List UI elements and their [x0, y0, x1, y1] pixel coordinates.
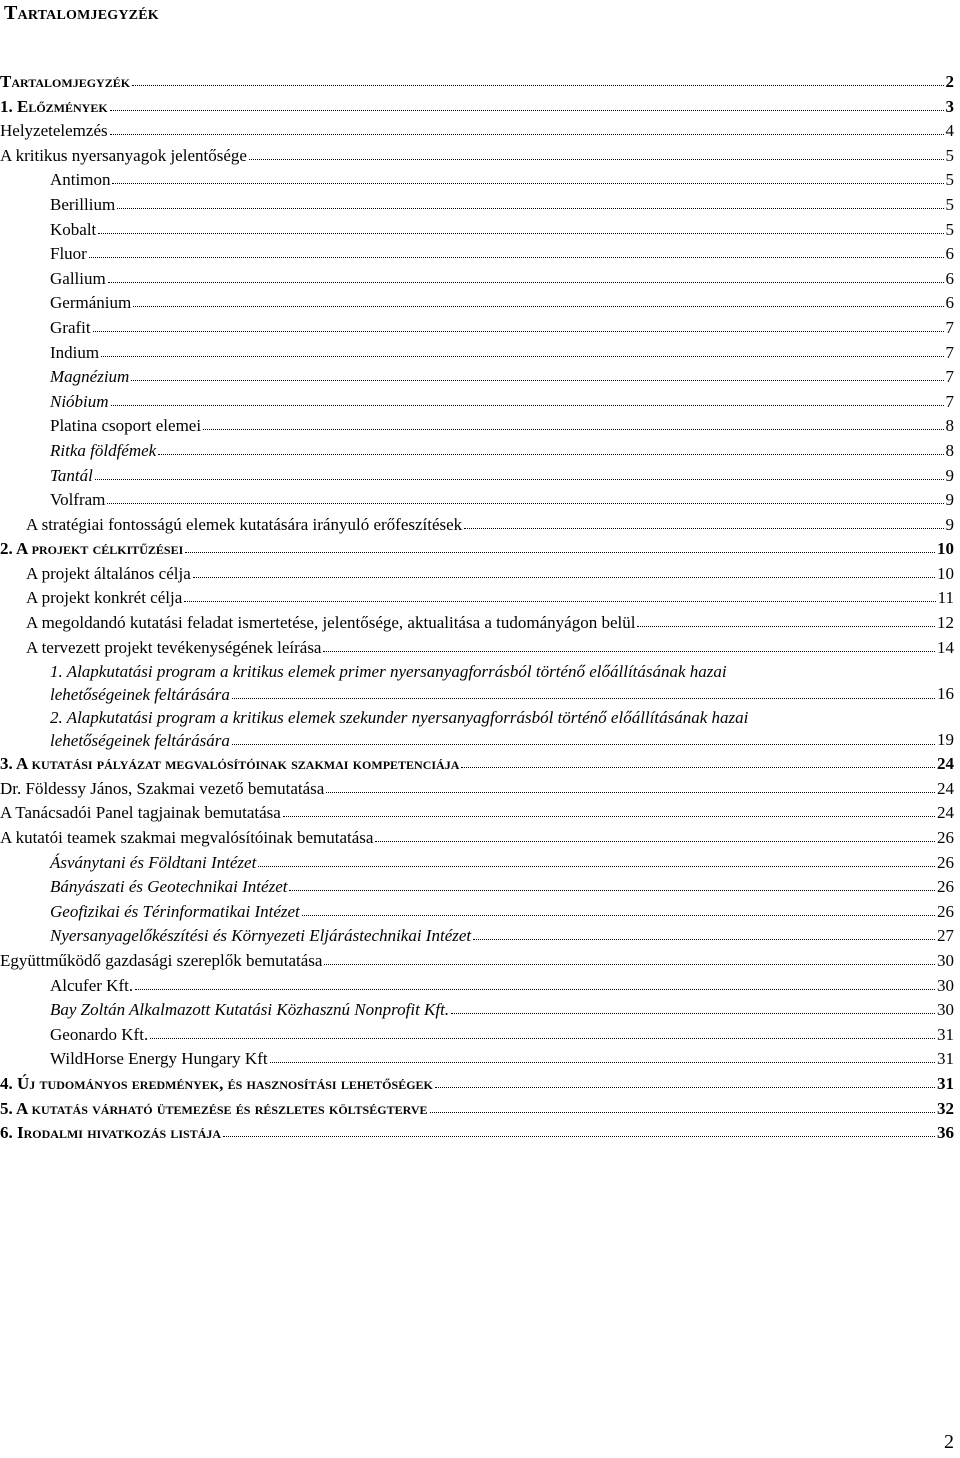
toc-entry[interactable] [0, 611, 960, 636]
toc-entry[interactable] [0, 341, 960, 366]
toc-entry[interactable] [0, 801, 960, 826]
toc-entry[interactable] [0, 752, 960, 777]
toc-entry-text: Geonardo Kft. [50, 1024, 149, 1044]
toc-entry-title [0, 537, 926, 562]
toc-entry-page: 31 [937, 1049, 954, 1069]
toc-entry-page: 31 [937, 1024, 954, 1044]
toc-entry-page: 2 [945, 72, 954, 91]
toc-entry[interactable] [0, 193, 960, 218]
toc-entry-page: 30 [937, 951, 954, 970]
toc-entry-text: A Tanácsadói Panel tagjainak bemutatása [0, 803, 281, 823]
toc-entry[interactable] [0, 464, 960, 489]
toc-leader-dots [150, 1038, 935, 1039]
toc-entry-page: 31 [937, 1073, 954, 1093]
toc-leader-dots [461, 767, 935, 768]
toc-entry-page: 4 [945, 121, 954, 141]
toc-entry-page: 32 [937, 1098, 954, 1118]
toc-entry-text: Germánium [50, 293, 132, 313]
toc-entry-title [0, 777, 926, 802]
toc-leader-dots [326, 792, 935, 793]
toc-entry-title [50, 875, 926, 900]
toc-entry-text: A megoldandó kutatási feladat ismertetése, jelentősége, aktualitása a tudományágon belül [26, 613, 636, 633]
toc-leader-dots [158, 454, 943, 455]
toc-leader-dots [375, 841, 935, 842]
page-title: Tartalomjegyzék [4, 2, 159, 24]
toc-entry-page: 27 [937, 926, 954, 946]
toc-leader-dots [110, 110, 944, 111]
toc-entry-text: A tervezett projekt tevékenységének leírása [26, 637, 322, 657]
toc-entry-page: 6 [945, 244, 954, 264]
toc-entry-text: Tartalomjegyzék [0, 72, 131, 91]
toc-entry-text: Antimon [50, 170, 111, 190]
toc-entry-text: Alcufer Kft. [50, 975, 134, 995]
toc-entry-title [50, 464, 926, 489]
toc-entry-title [0, 752, 926, 777]
toc-entry-text: Volfram [50, 490, 106, 510]
toc-entry-text: Helyzetelemzés [0, 121, 108, 141]
toc-entry-title [50, 193, 926, 218]
toc-entry[interactable] [0, 218, 960, 243]
toc-entry-title [50, 242, 926, 267]
toc-entry[interactable] [0, 365, 960, 390]
toc-entry[interactable] [0, 95, 960, 120]
toc-entry-text: WildHorse Energy Hungary Kft [50, 1049, 268, 1069]
toc-entry-text: A kritikus nyersanyagok jelentősége [0, 145, 247, 165]
toc-entry-title [50, 414, 926, 439]
toc-entry-page: 11 [937, 588, 954, 608]
toc-entry[interactable] [0, 826, 960, 851]
toc-entry-text: Geofizikai és Térinformatikai Intézet [50, 901, 300, 921]
toc-entry-page: 26 [937, 852, 954, 872]
toc-entry-title [0, 144, 926, 169]
table-of-contents [0, 70, 960, 1146]
toc-entry-title [50, 439, 926, 464]
toc-entry[interactable] [0, 439, 960, 464]
toc-entry-title [50, 706, 926, 752]
toc-entry-page: 7 [945, 317, 954, 337]
toc-entry-text: Bányászati és Geotechnikai Intézet [50, 877, 288, 897]
toc-entry-title [0, 95, 926, 120]
toc-leader-dots [108, 282, 944, 283]
toc-entry[interactable] [0, 390, 960, 415]
toc-entry-page: 16 [937, 684, 954, 704]
toc-entry-title [50, 660, 926, 706]
toc-entry-title [26, 562, 926, 587]
toc-entry-text: Ritka földfémek [50, 440, 157, 460]
toc-entry-title [26, 586, 926, 611]
toc-entry-title [50, 218, 926, 243]
toc-entry[interactable] [0, 316, 960, 341]
toc-entry[interactable] [0, 706, 960, 752]
toc-leader-dots [430, 1112, 936, 1113]
toc-entry[interactable] [0, 900, 960, 925]
toc-entry-page: 30 [937, 975, 954, 995]
toc-entry[interactable] [0, 1047, 960, 1072]
toc-entry-title [50, 998, 926, 1023]
toc-entry-text: 6. Irodalmi hivatkozás listája [0, 1123, 222, 1143]
toc-entry[interactable] [0, 119, 960, 144]
toc-leader-dots [135, 989, 935, 990]
toc-entry-title [50, 1047, 926, 1072]
toc-entry-page: 5 [945, 170, 954, 190]
toc-entry-text: A projekt konkrét célja [26, 588, 183, 608]
toc-leader-dots [249, 159, 944, 160]
toc-leader-dots [193, 577, 935, 578]
toc-leader-dots [112, 183, 943, 184]
toc-entry-page: 12 [937, 613, 954, 633]
toc-entry-title [0, 826, 926, 851]
toc-entry-text: Nyersanyagelőkészítési és Környezeti Eljárástechnikai Intézet [50, 926, 472, 946]
toc-entry-title [50, 341, 926, 366]
toc-entry[interactable] [0, 537, 960, 562]
toc-entry-page: 8 [945, 440, 954, 460]
toc-entry-title [50, 168, 926, 193]
toc-entry-title [0, 1121, 926, 1146]
toc-entry-title [0, 70, 926, 95]
toc-entry-title [26, 513, 926, 538]
toc-entry-title [50, 1023, 926, 1048]
toc-entry-text: Gallium [50, 268, 106, 288]
toc-entry-text: 2. Alapkutatási program a kritikus elemek szekunder nyersanyagforrásból történő előállításának hazai [50, 708, 749, 728]
toc-entry-page: 24 [937, 778, 954, 798]
toc-entry-page: 9 [945, 465, 954, 485]
toc-entry-title [50, 390, 926, 415]
toc-leader-dots [223, 1136, 935, 1137]
toc-entry-title [0, 1072, 926, 1097]
toc-entry-text: Magnézium [50, 367, 130, 387]
toc-leader-dots [232, 698, 935, 699]
toc-entry-page: 9 [945, 490, 954, 510]
toc-leader-dots [232, 744, 935, 745]
toc-entry-text: Fluor [50, 244, 87, 264]
toc-entry-title [50, 924, 926, 949]
toc-entry-title [50, 974, 926, 999]
toc-entry-page: 7 [945, 391, 954, 411]
toc-leader-dots [95, 479, 944, 480]
toc-entry[interactable] [0, 513, 960, 538]
toc-entry-title [0, 949, 926, 974]
toc-entry-text: Dr. Földessy János, Szakmai vezető bemutatása [0, 778, 325, 798]
toc-entry-text: Együttműködő gazdasági szereplők bemutatása [0, 951, 323, 970]
toc-entry-page: 8 [945, 416, 954, 436]
toc-leader-dots [101, 356, 943, 357]
toc-entry-text: Kobalt [50, 219, 97, 239]
toc-entry-title [50, 316, 926, 341]
toc-entry-text: Ásványtani és Földtani Intézet [50, 852, 257, 872]
toc-leader-dots [98, 233, 943, 234]
toc-entry[interactable] [0, 488, 960, 513]
toc-entry-page: 7 [945, 367, 954, 387]
toc-entry-page: 6 [945, 268, 954, 288]
toc-entry-title [0, 119, 926, 144]
toc-entry[interactable] [0, 949, 960, 974]
toc-entry-text: Nióbium [50, 391, 109, 411]
toc-leader-dots [258, 866, 935, 867]
toc-entry-page: 5 [945, 194, 954, 214]
toc-entry-page: 10 [937, 539, 954, 559]
toc-entry-page: 24 [937, 803, 954, 823]
toc-entry-page: 5 [945, 219, 954, 239]
toc-entry-text: A stratégiai fontosságú elemek kutatására irányuló erőfeszítések [26, 514, 463, 534]
toc-entry[interactable] [0, 562, 960, 587]
toc-entry-page: 6 [945, 293, 954, 313]
toc-entry[interactable] [0, 414, 960, 439]
toc-entry-title [26, 636, 926, 661]
toc-entry-page: 3 [945, 96, 954, 116]
toc-leader-dots [323, 651, 935, 652]
toc-leader-dots [283, 816, 935, 817]
toc-entry-text: 5. A kutatás várható ütemezése és részletes költségterve [0, 1098, 428, 1118]
toc-leader-dots [184, 601, 935, 602]
toc-entry-title [50, 365, 926, 390]
toc-leader-dots [270, 1062, 935, 1063]
toc-leader-dots [131, 380, 943, 381]
toc-entry-title [0, 801, 926, 826]
toc-entry-text: 2. A projekt célkitűzései [0, 539, 184, 559]
toc-leader-dots [107, 503, 943, 504]
toc-entry-text: Bay Zoltán Alkalmazott Kutatási Közhasznú Nonprofit Kft. [50, 1000, 450, 1020]
toc-leader-dots [203, 429, 943, 430]
toc-entry-page: 36 [937, 1123, 954, 1143]
toc-entry[interactable] [0, 1121, 960, 1146]
toc-entry-title [50, 488, 926, 513]
toc-entry[interactable] [0, 660, 960, 706]
toc-entry-text-continued: lehetőségeinek feltárására [50, 731, 230, 751]
toc-entry[interactable] [0, 1023, 960, 1048]
toc-entry[interactable] [0, 267, 960, 292]
toc-entry[interactable] [0, 291, 960, 316]
toc-entry-text: Berillium [50, 194, 116, 214]
toc-entry-text: 3. A kutatási pályázat megvalósítóinak szakmai kompetenciája [0, 754, 460, 774]
toc-leader-dots [637, 626, 935, 627]
toc-entry[interactable] [0, 875, 960, 900]
toc-leader-dots [110, 134, 944, 135]
toc-entry[interactable] [0, 70, 960, 95]
toc-entry-title [50, 851, 926, 876]
toc-entry-text: A projekt általános célja [26, 563, 191, 583]
toc-leader-dots [117, 208, 943, 209]
toc-entry-title [0, 1097, 926, 1122]
toc-entry[interactable] [0, 998, 960, 1023]
toc-entry[interactable] [0, 777, 960, 802]
toc-entry-page: 26 [937, 828, 954, 848]
toc-leader-dots [435, 1087, 935, 1088]
toc-entry[interactable] [0, 974, 960, 999]
toc-entry-title [26, 611, 926, 636]
toc-entry-text: Grafit [50, 317, 91, 337]
toc-entry[interactable] [0, 168, 960, 193]
toc-leader-dots [185, 552, 935, 553]
toc-entry-title [50, 267, 926, 292]
toc-entry-page: 19 [937, 730, 954, 750]
toc-leader-dots [132, 85, 943, 86]
toc-leader-dots [111, 405, 944, 406]
toc-leader-dots [464, 528, 943, 529]
toc-leader-dots [89, 257, 944, 258]
toc-entry-text-continued: lehetőségeinek feltárására [50, 685, 230, 705]
toc-entry-page: 9 [945, 514, 954, 534]
toc-entry-page: 5 [945, 145, 954, 165]
toc-entry-text: A kutatói teamek szakmai megvalósítóinak bemutatása [0, 828, 374, 848]
toc-entry-title [50, 291, 926, 316]
toc-entry-text: Tantál [50, 465, 93, 485]
toc-entry-page: 14 [937, 637, 954, 657]
toc-entry-title [50, 900, 926, 925]
toc-entry-text: 1. Előzmények [0, 96, 108, 116]
toc-entry-page: 7 [945, 342, 954, 362]
toc-entry[interactable] [0, 924, 960, 949]
toc-entry[interactable] [0, 1097, 960, 1122]
toc-entry[interactable] [0, 242, 960, 267]
toc-leader-dots [473, 939, 935, 940]
toc-entry[interactable] [0, 636, 960, 661]
toc-leader-dots [133, 306, 943, 307]
toc-entry-page: 24 [937, 754, 954, 774]
toc-leader-dots [93, 331, 944, 332]
toc-leader-dots [451, 1013, 935, 1014]
toc-entry-text: Platina csoport elemei [50, 416, 202, 436]
toc-entry[interactable] [0, 144, 960, 169]
toc-leader-dots [289, 890, 935, 891]
toc-entry-text: 1. Alapkutatási program a kritikus elemek primer nyersanyagforrásból történő előállításának hazai [50, 662, 727, 682]
toc-entry-page: 10 [937, 563, 954, 583]
toc-entry[interactable] [0, 1072, 960, 1097]
toc-leader-dots [302, 915, 935, 916]
toc-entry-page: 30 [937, 1000, 954, 1020]
toc-entry-text: Indium [50, 342, 100, 362]
toc-entry-page: 26 [937, 901, 954, 921]
toc-leader-dots [324, 964, 935, 965]
toc-entry-page: 26 [937, 877, 954, 897]
page-number: 2 [944, 1431, 954, 1453]
toc-entry-text: 4. Új tudományos eredmények, és hasznosítási lehetőségek [0, 1073, 433, 1093]
toc-entry[interactable] [0, 586, 960, 611]
toc-entry[interactable] [0, 851, 960, 876]
